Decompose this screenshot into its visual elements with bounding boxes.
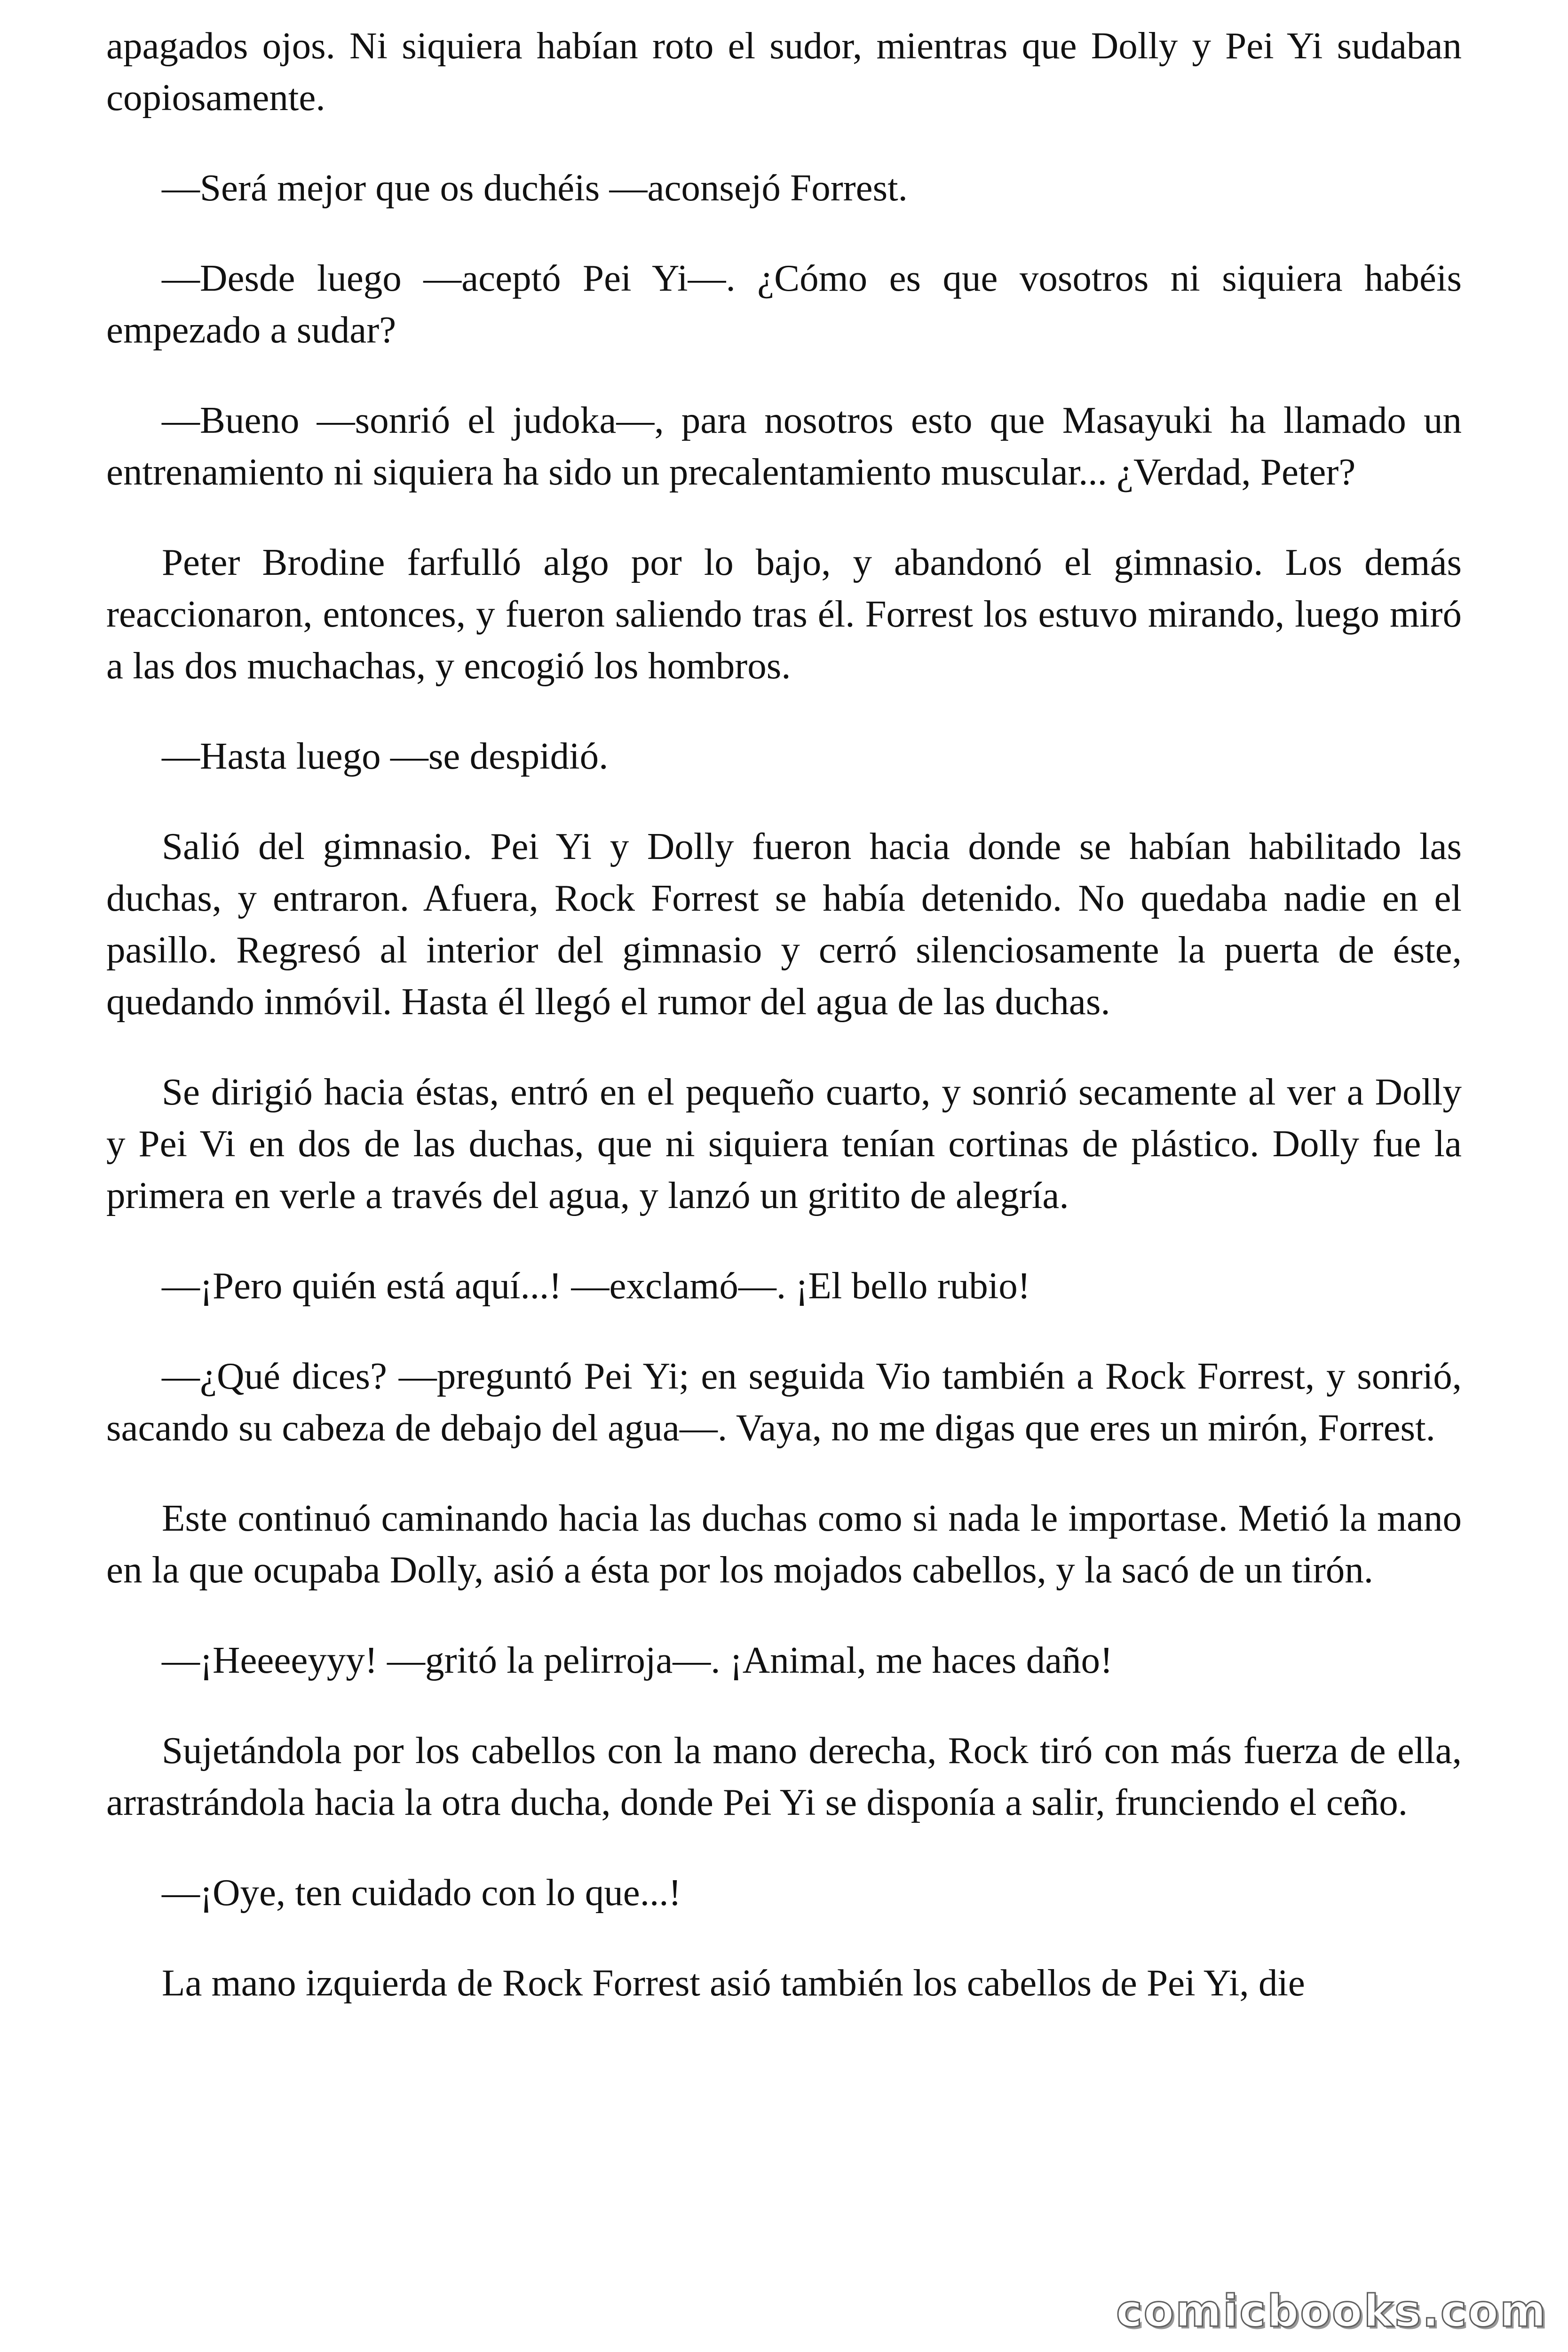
body-text	[106, 20, 1462, 2009]
paragraph: —¡Pero quién está aquí...! —exclamó—. ¡El bello rubio!	[162, 1264, 1030, 1307]
paragraph: —¿Qué dices? —preguntó Pei Yi; en seguida Vio también a Rock Forrest, y sonrió, sacando su cabeza de debajo del agua—. Vaya, no me digas que eres un mirón, Forrest.	[106, 1355, 1462, 1449]
paragraph: La mano izquierda de Rock Forrest asió también los cabellos de Pei Yi, die	[162, 1962, 1305, 2004]
paragraph: Salió del gimnasio. Pei Yi y Dolly fueron hacia donde se habían habilitado las duchas, y entraron. Afuera, Rock Forrest se había detenido. No quedaba nadie en el pasillo. Regresó al interior del gimnasio y cerró silenciosamente la puerta de éste, quedando inmóvil. Hasta él llegó el rumor del agua de las duchas.	[106, 825, 1462, 1023]
paragraph: —Bueno —sonrió el judoka—, para nosotros esto que Masayuki ha llamado un entrenamiento ni siquiera ha sido un precalentamiento muscular... ¿Verdad, Peter?	[106, 399, 1462, 493]
paragraph: Sujetándola por los cabellos con la mano derecha, Rock tiró con más fuerza de ella, arrastrándola hacia la otra ducha, donde Pei Yi se disponía a salir, frunciendo el ceño.	[106, 1729, 1462, 1823]
paragraph: Este continuó caminando hacia las duchas como si nada le importase. Metió la mano en la que ocupaba Dolly, asió a ésta por los mojados cabellos, y la sacó de un tirón.	[106, 1497, 1462, 1591]
paragraph: —Será mejor que os duchéis —aconsejó Forrest.	[162, 167, 908, 209]
watermark: comicbooks.com	[1116, 2286, 1547, 2337]
paragraph-continuation: apagados ojos. Ni siquiera habían roto el sudor, mientras que Dolly y Pei Yi sudaban copiosamente.	[106, 24, 1462, 119]
paragraph: —¡Heeeeyyy! —gritó la pelirroja—. ¡Animal, me haces daño!	[162, 1639, 1113, 1681]
paragraph: —¡Oye, ten cuidado con lo que...!	[162, 1871, 681, 1914]
paragraph: Se dirigió hacia éstas, entró en el pequeño cuarto, y sonrió secamente al ver a Dolly y Pei Vi en dos de las duchas, que ni siquiera tenían cortinas de plástico. Dolly fue la primera en verle a través del agua, y lanzó un gritito de alegría.	[106, 1071, 1462, 1216]
paragraph: —Hasta luego —se despidió.	[162, 735, 609, 777]
paragraph: —Desde luego —aceptó Pei Yi—. ¿Cómo es que vosotros ni siquiera habéis empezado a sudar?	[106, 257, 1462, 351]
paragraph: Peter Brodine farfulló algo por lo bajo, y abandonó el gimnasio. Los demás reaccionaron, entonces, y fueron saliendo tras él. Forrest los estuvo mirando, luego miró a las dos muchachas, y encogió los hombros.	[106, 541, 1462, 687]
